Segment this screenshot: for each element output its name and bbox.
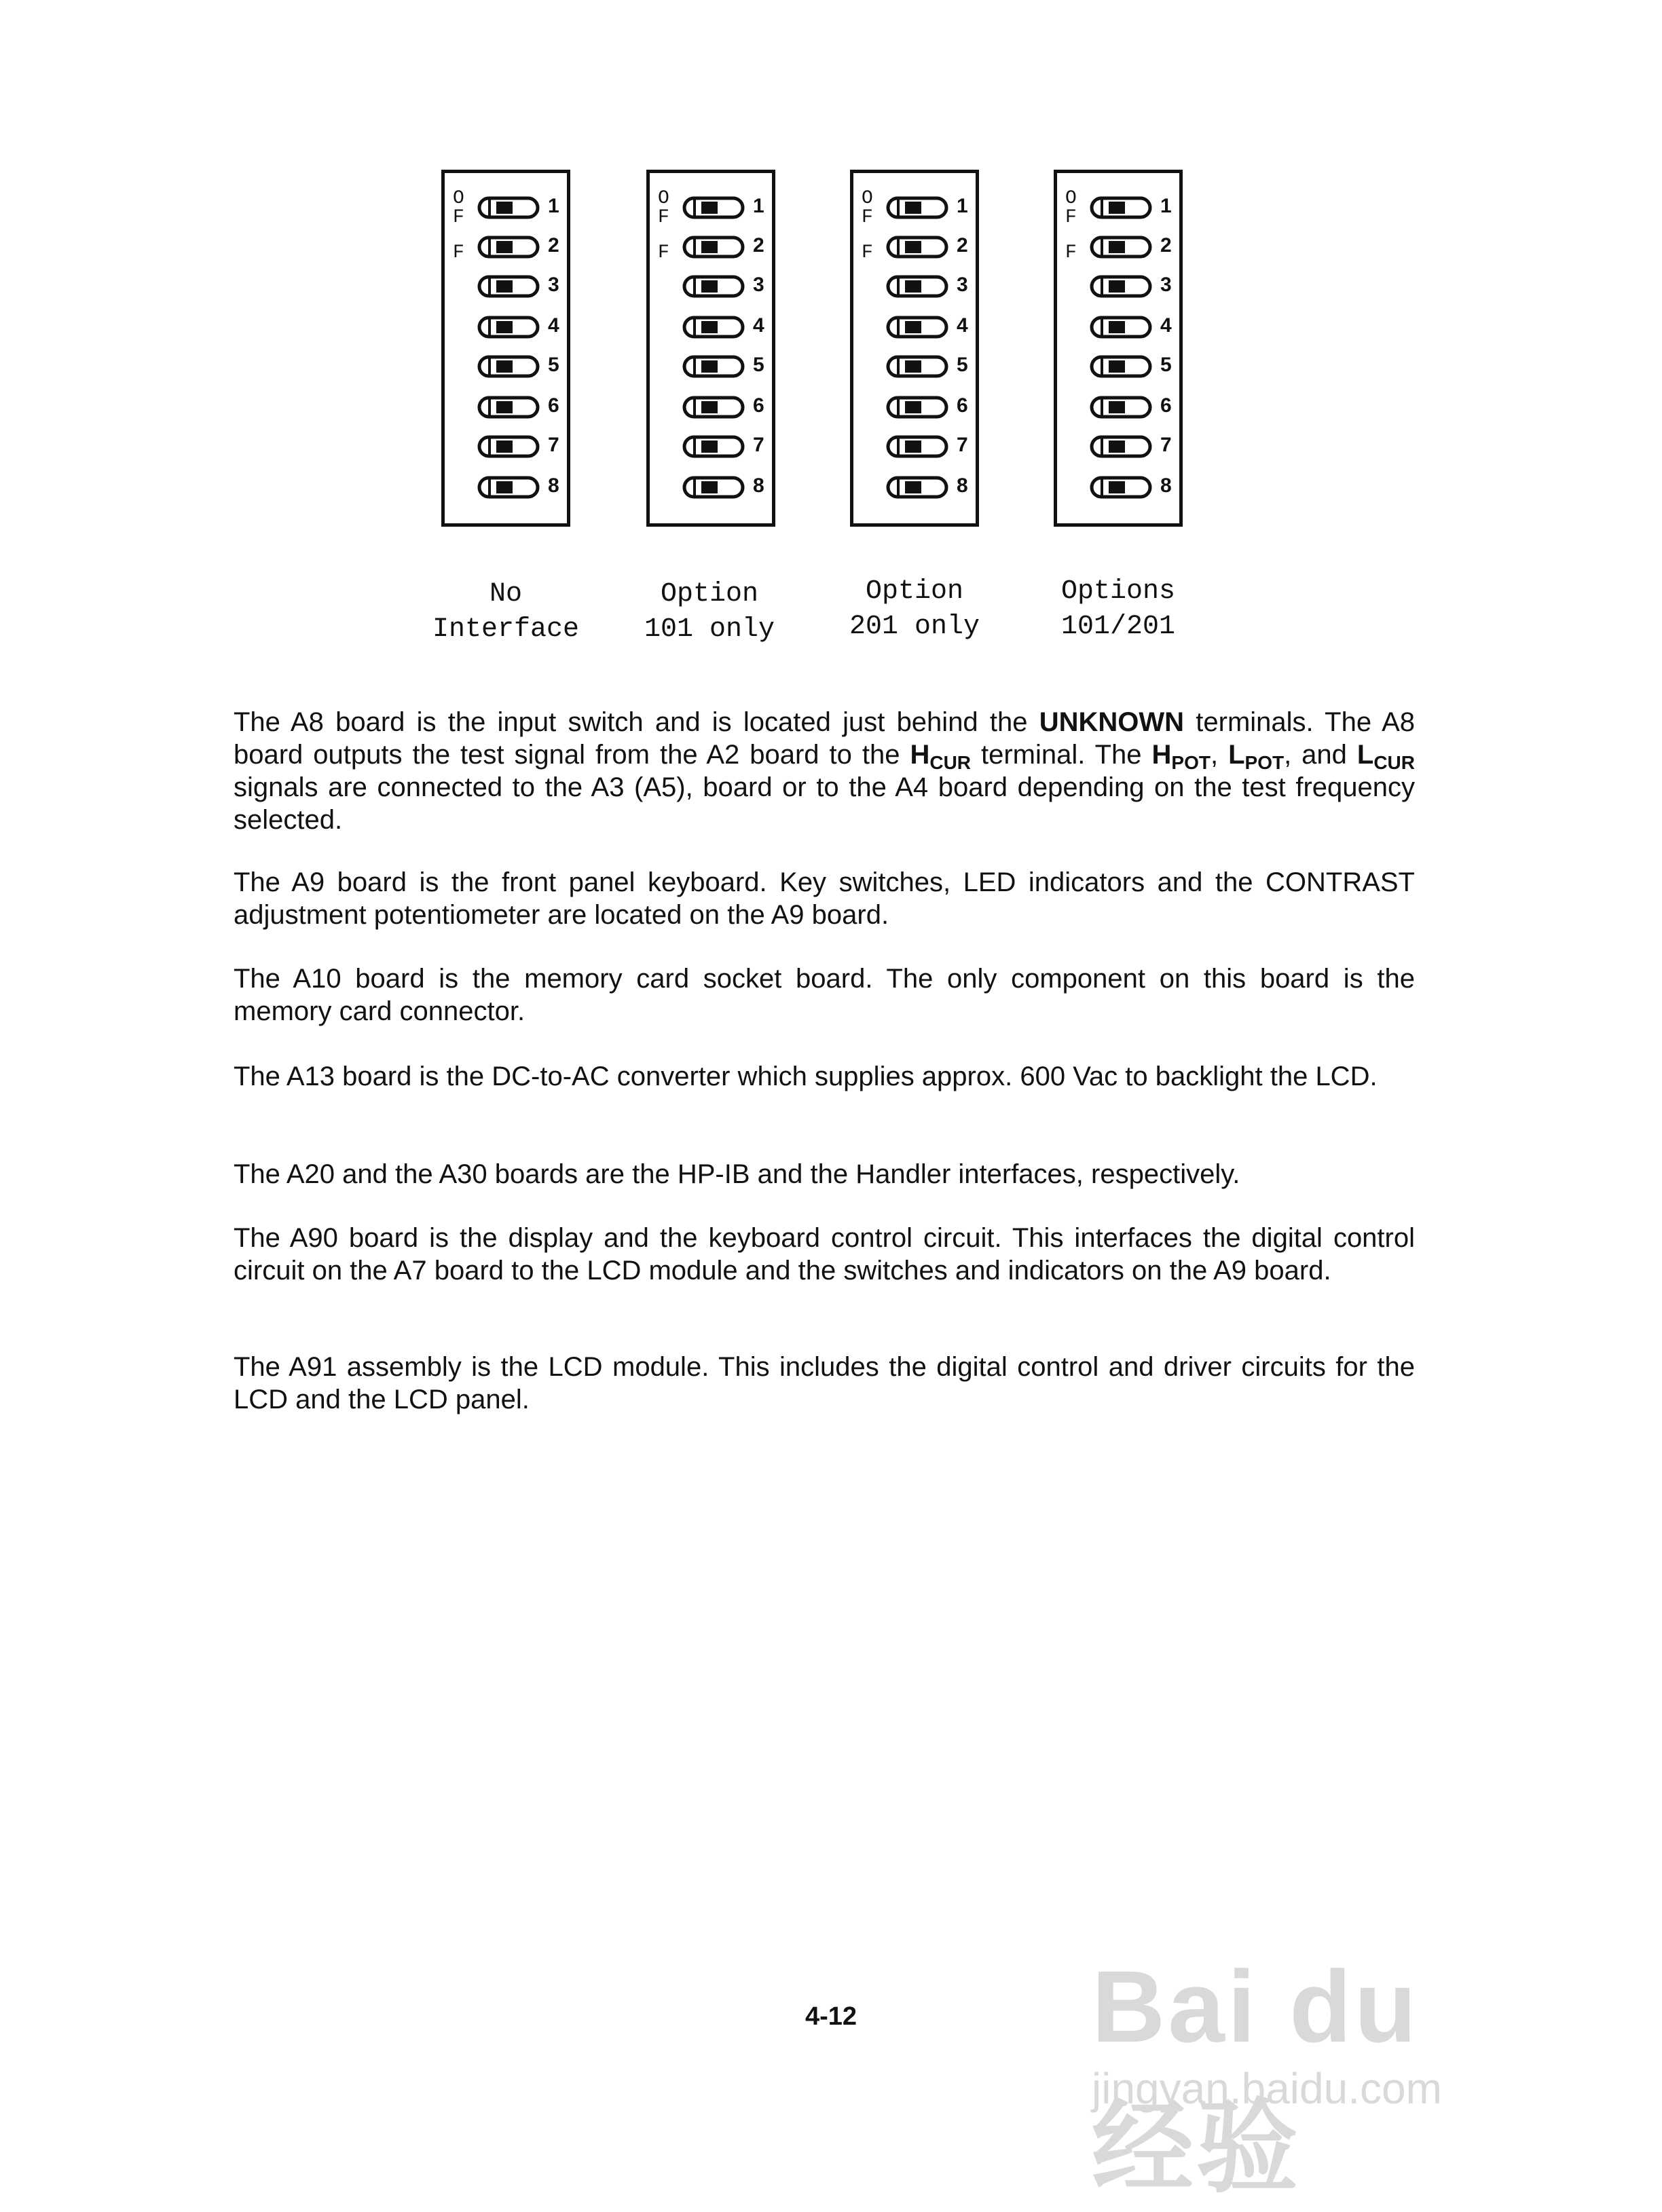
- switch-body-icon: [477, 435, 540, 458]
- dip-switch-row: [445, 312, 567, 341]
- caption-line-2: Interface: [432, 614, 580, 645]
- dip-switch-row: [1057, 312, 1179, 341]
- dip-switch-row: [650, 431, 772, 461]
- dip-switch-row: [650, 351, 772, 381]
- switch-number: 5: [548, 354, 559, 376]
- caption-option-101: [625, 577, 794, 648]
- switch-number: 2: [957, 234, 968, 257]
- switch-number: 2: [1160, 234, 1172, 257]
- off-label-o: O: [658, 188, 669, 209]
- caption-line-2: 201 only: [849, 612, 980, 642]
- dip-switch-row: [650, 271, 772, 301]
- watermark-logo: Bai du 经验: [1092, 1949, 1420, 2205]
- dip-switch-row: [1057, 271, 1179, 301]
- switch-body-icon: [1090, 196, 1152, 219]
- switch-number: 3: [957, 274, 968, 296]
- unknown-label: UNKNOWN: [1039, 707, 1185, 737]
- text: terminals. The A8 board outputs the test signal from the A2 board to the: [234, 707, 1416, 770]
- switch-body-icon: [886, 396, 948, 419]
- caption-line-1: Options: [1060, 576, 1176, 607]
- dip-switch-option-101: [646, 170, 775, 527]
- switch-body-icon: [886, 316, 948, 339]
- text: The A8 board is the input switch and is located just behind the: [234, 707, 1039, 737]
- dip-switch-options-101-201: [1054, 170, 1183, 527]
- switch-number: 4: [957, 314, 968, 337]
- dip-switch-row: [650, 392, 772, 421]
- switch-number: 7: [957, 434, 968, 456]
- switch-body-icon: [1090, 396, 1152, 419]
- dip-switch-row: [1057, 192, 1179, 222]
- off-label-f: F: [1065, 242, 1077, 263]
- dip-switch-row: [445, 192, 567, 222]
- dip-switch-row: [853, 431, 976, 461]
- switch-body-icon: [1090, 355, 1152, 378]
- text: , and: [1284, 740, 1357, 770]
- switch-body-icon: [1090, 476, 1152, 499]
- switch-number: 4: [548, 314, 559, 337]
- switch-body-icon: [477, 355, 540, 378]
- off-label-f: F: [862, 242, 873, 263]
- switch-body-icon: [682, 476, 745, 499]
- paragraph-a90: The A90 board is the display and the keyboard control circuit. This interfaces the digital control circuit on the A7 board to the LCD module and the switches and indicators on the A9 board.: [234, 1223, 1415, 1286]
- baidu-watermark: [1078, 1887, 1553, 2205]
- switch-body-icon: [477, 196, 540, 219]
- switch-number: 2: [548, 234, 559, 257]
- switch-number: 8: [548, 474, 559, 497]
- lpot-label: $L_{POT}$: [1228, 740, 1285, 773]
- switch-number: 7: [753, 434, 764, 456]
- switch-number: 1: [753, 195, 764, 217]
- dip-switch-no-interface: [441, 170, 570, 527]
- paragraph-a9: The A9 board is the front panel keyboard. Key switches, LED indicators and the CONTRAST adjustment potentiometer are located on the A9 board.: [234, 867, 1415, 930]
- dip-switch-row: [445, 472, 567, 502]
- switch-body-icon: [682, 275, 745, 298]
- switch-body-icon: [886, 236, 948, 259]
- off-label-o: O: [862, 188, 873, 209]
- switch-number: 3: [753, 274, 764, 296]
- switch-body-icon: [682, 435, 745, 458]
- dip-switch-row: [853, 392, 976, 421]
- switch-number: 4: [1160, 314, 1172, 337]
- paragraph-a20-a30: The A20 and the A30 boards are the HP-IB and the Handler interfaces, respectively.: [234, 1159, 1240, 1189]
- dip-switch-row: [650, 192, 772, 222]
- dip-switch-row: [853, 351, 976, 381]
- paragraph-a8: [234, 706, 1415, 836]
- switch-number: 7: [548, 434, 559, 456]
- off-label-f: F: [453, 242, 464, 263]
- text: ,: [1210, 740, 1229, 770]
- switch-body-icon: [1090, 316, 1152, 339]
- switch-number: 1: [957, 195, 968, 217]
- dip-switch-row: [445, 231, 567, 261]
- caption-no-interface: [421, 577, 591, 648]
- text: signals are connected to the A3 (A5), board or to the A4 board depending on the test frequency selected.: [234, 772, 1415, 835]
- off-label-f: F: [658, 242, 669, 263]
- caption-line-1: No: [489, 579, 522, 610]
- off-label-f: F: [453, 207, 464, 228]
- off-label-f: F: [1065, 207, 1077, 228]
- dip-switch-row: [853, 312, 976, 341]
- caption-option-201: [830, 574, 999, 645]
- caption-line-1: Option: [865, 576, 964, 607]
- dip-switch-row: [1057, 472, 1179, 502]
- switch-number: 8: [957, 474, 968, 497]
- dip-switch-row: [853, 472, 976, 502]
- switch-body-icon: [682, 236, 745, 259]
- switch-body-icon: [886, 355, 948, 378]
- dip-switch-row: [1057, 351, 1179, 381]
- switch-number: 5: [1160, 354, 1172, 376]
- off-label-o: O: [1065, 188, 1077, 209]
- switch-number: 6: [1160, 394, 1172, 417]
- switch-number: 6: [753, 394, 764, 417]
- switch-body-icon: [886, 476, 948, 499]
- dip-switch-row: [650, 472, 772, 502]
- switch-body-icon: [1090, 236, 1152, 259]
- switch-body-icon: [477, 316, 540, 339]
- text: terminal. The: [971, 740, 1152, 770]
- dip-switch-row: [1057, 231, 1179, 261]
- switch-number: 4: [753, 314, 764, 337]
- switch-number: 6: [548, 394, 559, 417]
- switch-number: 5: [957, 354, 968, 376]
- switch-body-icon: [886, 275, 948, 298]
- switch-body-icon: [1090, 435, 1152, 458]
- off-label-f: F: [658, 207, 669, 228]
- caption-line-2: 101 only: [644, 614, 775, 645]
- switch-number: 8: [1160, 474, 1172, 497]
- hcur-label: $H_{CUR}$: [910, 740, 972, 773]
- switch-number: 6: [957, 394, 968, 417]
- dip-switch-row: [853, 192, 976, 222]
- dip-switch-option-201: [850, 170, 979, 527]
- switch-body-icon: [886, 435, 948, 458]
- watermark-url: jingyan.baidu.com: [1092, 2064, 1442, 2113]
- switch-number: 1: [548, 195, 559, 217]
- switch-body-icon: [682, 316, 745, 339]
- dip-switch-row: [1057, 431, 1179, 461]
- switch-body-icon: [477, 476, 540, 499]
- switch-body-icon: [682, 355, 745, 378]
- dip-switch-row: [445, 431, 567, 461]
- switch-body-icon: [477, 236, 540, 259]
- dip-switch-row: [853, 231, 976, 261]
- lcur-label: $L_{CUR}$: [1356, 740, 1415, 773]
- dip-switch-row: [1057, 392, 1179, 421]
- dip-switch-row: [650, 231, 772, 261]
- switch-body-icon: [682, 396, 745, 419]
- caption-line-1: Option: [660, 579, 759, 610]
- dip-switch-row: [445, 392, 567, 421]
- switch-number: 8: [753, 474, 764, 497]
- switch-number: 1: [1160, 195, 1172, 217]
- dip-switch-row: [445, 351, 567, 381]
- dip-switch-row: [853, 271, 976, 301]
- switch-number: 5: [753, 354, 764, 376]
- switch-number: 3: [1160, 274, 1172, 296]
- dip-switch-row: [445, 271, 567, 301]
- switch-body-icon: [682, 196, 745, 219]
- switch-number: 2: [753, 234, 764, 257]
- caption-line-2: 101/201: [1060, 612, 1176, 642]
- switch-body-icon: [886, 196, 948, 219]
- switch-number: 7: [1160, 434, 1172, 456]
- off-label-f: F: [862, 207, 873, 228]
- dip-switch-row: [650, 312, 772, 341]
- off-label-o: O: [453, 188, 464, 209]
- switch-body-icon: [477, 396, 540, 419]
- caption-options-101-201: [1033, 574, 1203, 645]
- paragraph-a10: The A10 board is the memory card socket board. The only component on this board is the memory card connector.: [234, 964, 1415, 1026]
- switch-body-icon: [477, 275, 540, 298]
- paragraph-a13: The A13 board is the DC-to-AC converter which supplies approx. 600 Vac to backlight the LCD.: [234, 1062, 1378, 1091]
- page-number: 4-12: [805, 2002, 857, 2031]
- paragraph-a91: The A91 assembly is the LCD module. This includes the digital control and driver circuits for the LCD and the LCD panel.: [234, 1352, 1415, 1414]
- hpot-label: $H_{POT}$: [1151, 740, 1211, 773]
- switch-body-icon: [1090, 275, 1152, 298]
- switch-number: 3: [548, 274, 559, 296]
